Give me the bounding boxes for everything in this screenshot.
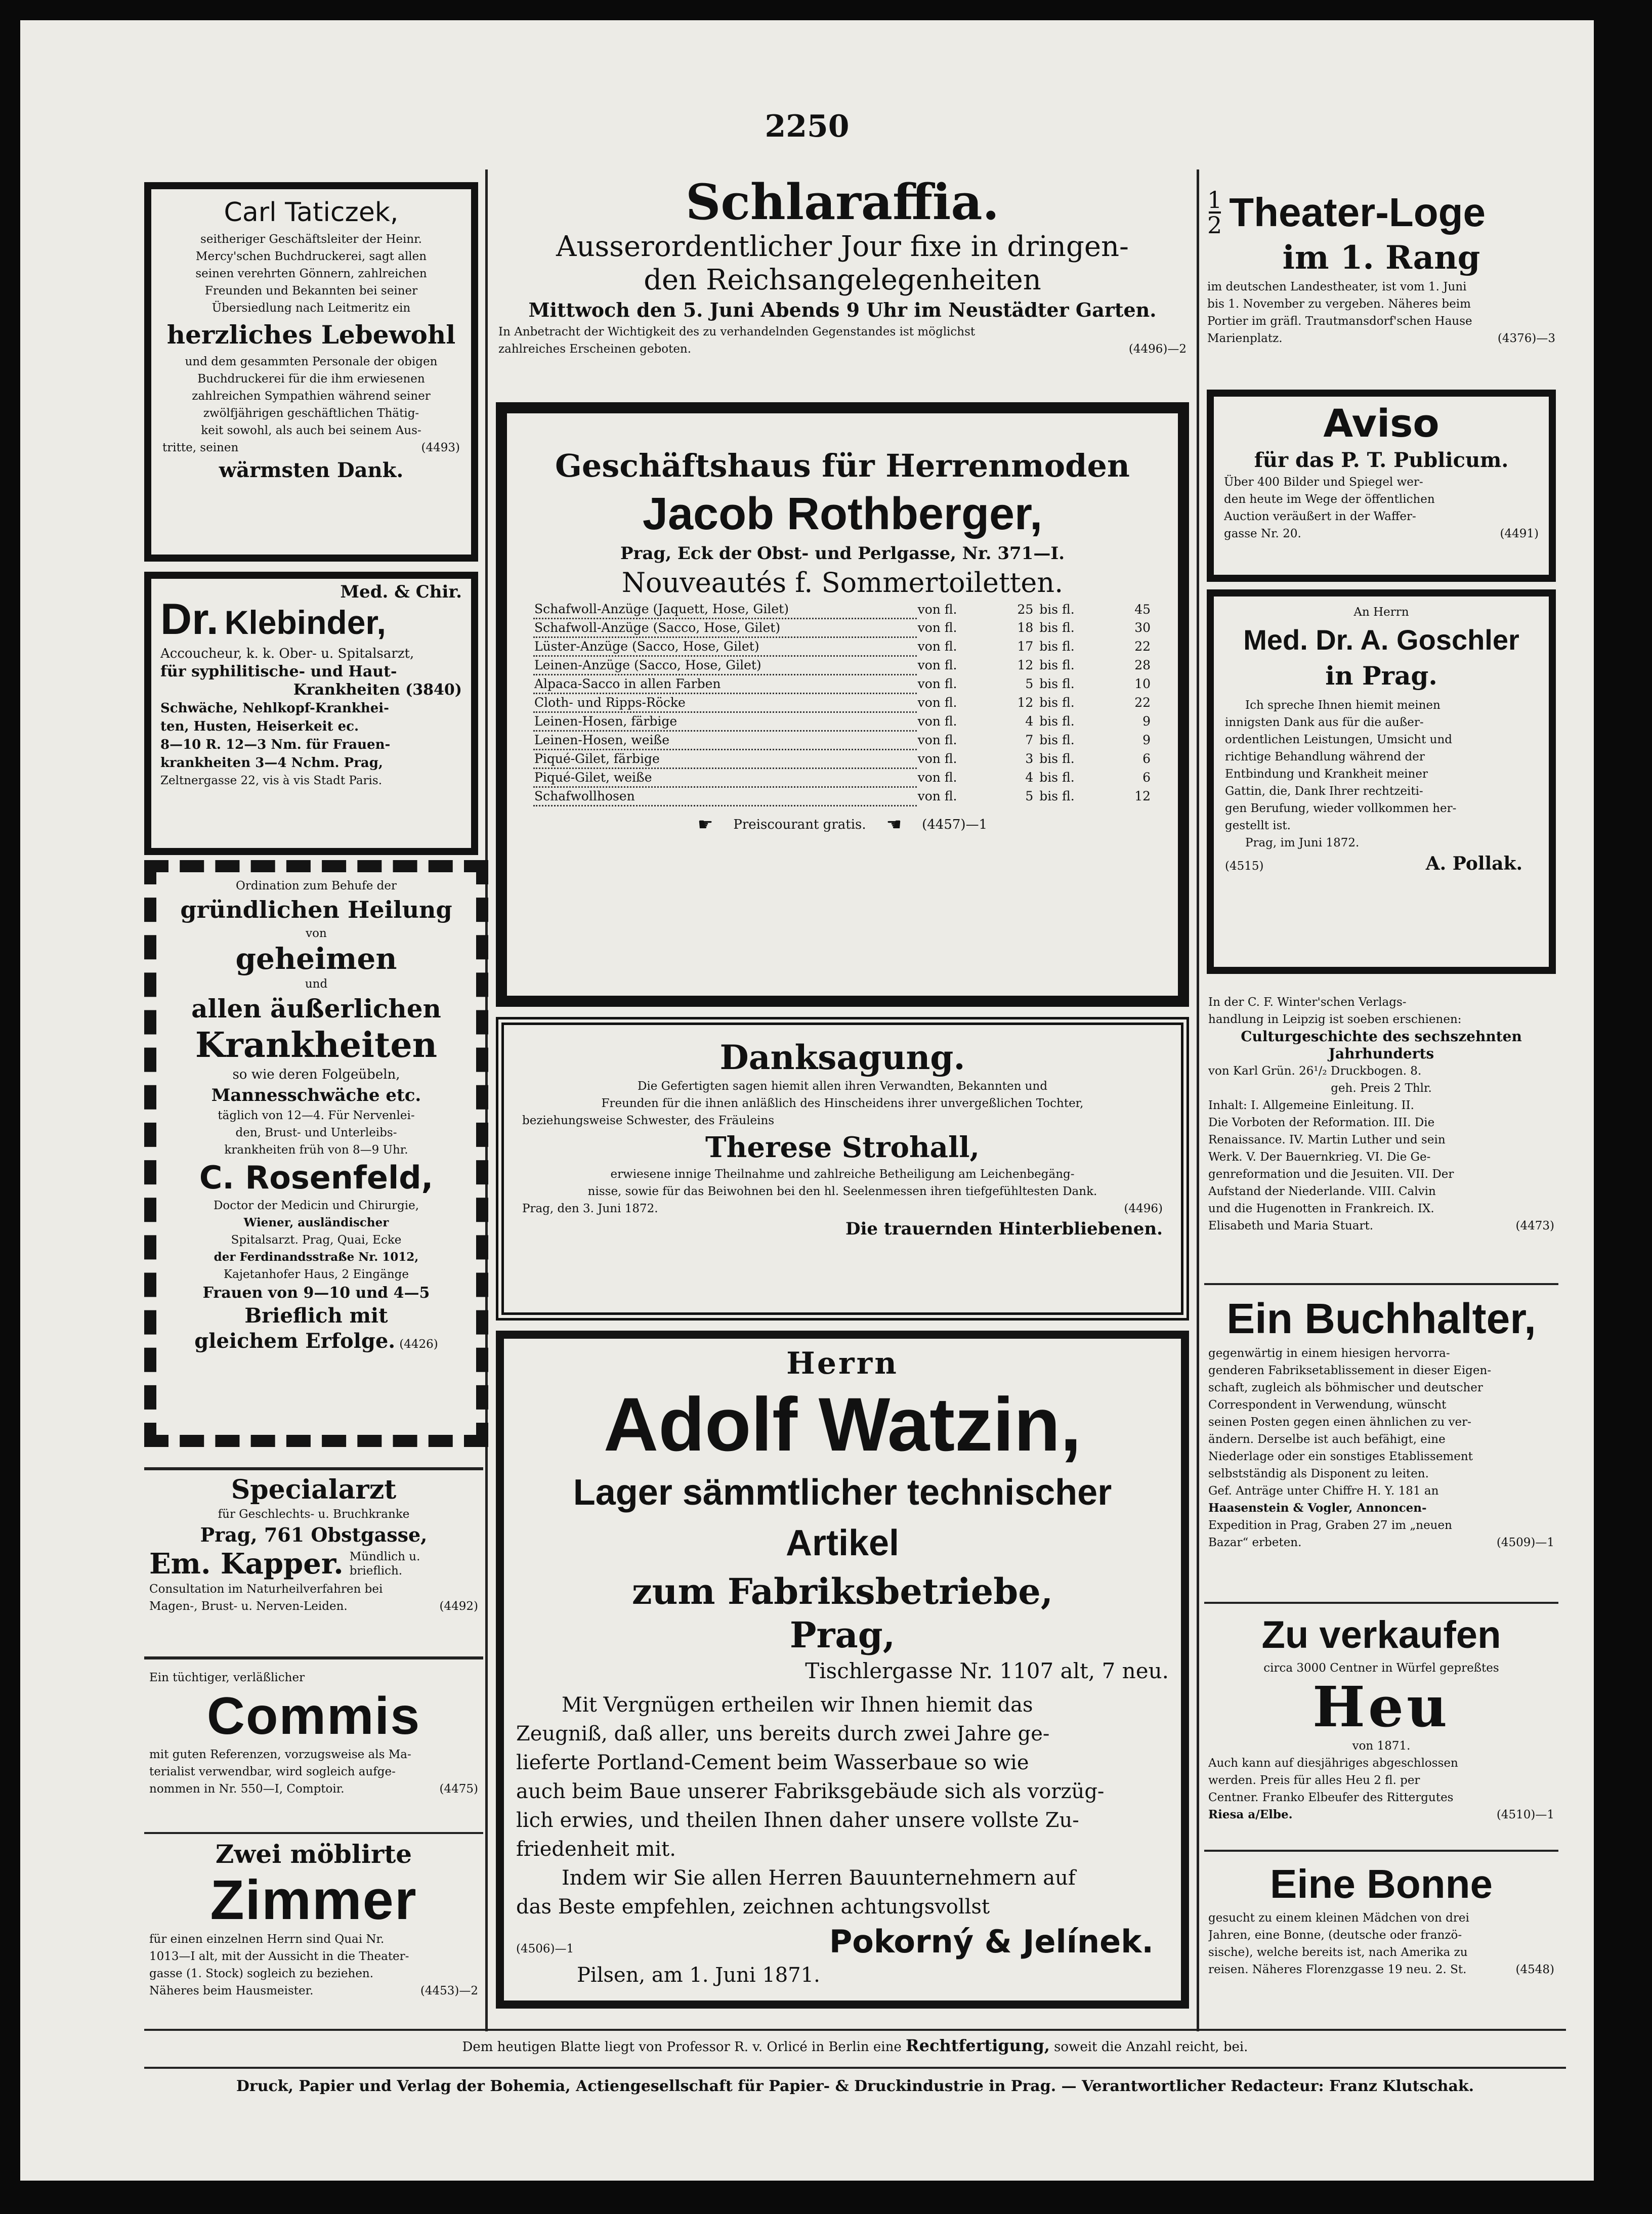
ad-number: (4376)—3	[1497, 332, 1555, 345]
ad-line: Magen-, Brust- u. Nerven-Leiden.	[149, 1600, 348, 1613]
ad-title: Jacob Rothberger,	[642, 489, 1043, 539]
ad-line: genderen Fabriksetablissement in dieser Eigen-	[1208, 1364, 1492, 1377]
price-item-name: Piqué-Gilet, färbige	[533, 750, 917, 769]
price-from-value: 4	[1025, 714, 1034, 729]
ad-line: den heute im Wege der öffentlichen	[1224, 493, 1435, 506]
ad-line: Med. & Chir.	[340, 582, 462, 602]
ad-klebinder	[144, 572, 478, 855]
price-to-label: bis fl.	[1039, 770, 1075, 785]
price-to-label: bis fl.	[1039, 602, 1075, 617]
ad-line: zwölfjährigen geschäftlichen Thätig-	[203, 407, 419, 420]
price-from-value: 25	[1017, 602, 1034, 617]
ad-line: Riesa a/Elbe.	[1208, 1808, 1293, 1821]
ad-line: zahlreichen Sympathien während seiner	[192, 390, 431, 403]
ad-title: Danksagung.	[719, 1038, 965, 1077]
ad-buchhalter	[1204, 1290, 1558, 1604]
ad-line: Wiener, ausländischer	[243, 1216, 389, 1229]
ad-title: Carl Taticzek,	[224, 197, 399, 228]
price-row	[533, 619, 1152, 637]
ad-line: Brieflich mit	[244, 1304, 388, 1328]
ad-line: Jahren, eine Bonne, (deutsche oder franzö-	[1208, 1929, 1462, 1942]
ad-number: (4475)	[439, 1782, 478, 1796]
ad-line: und dem gesammten Personale der obigen	[185, 355, 438, 368]
ad-line: Übersiedlung nach Leitmeritz ein	[211, 302, 411, 315]
price-item-name: Leinen-Hosen, färbige	[533, 712, 917, 731]
ad-headline: Krankheiten	[195, 1025, 438, 1066]
ad-line: Ich spreche Ihnen hiemit meinen	[1245, 699, 1441, 712]
price-from-label: von fl.	[917, 639, 957, 654]
ad-line: Spitalsarzt. Prag, Quai, Ecke	[231, 1233, 402, 1247]
price-from-label: von fl.	[917, 714, 957, 729]
ad-taticzek	[144, 182, 478, 562]
ad-city: Prag,	[789, 1614, 896, 1656]
ad-line: Inhalt: I. Allgemeine Einleitung. II.	[1208, 1099, 1414, 1112]
ad-line: genreformation und die Jesuiten. VII. Der	[1208, 1168, 1454, 1181]
footer-notice-bold: Rechtfertigung,	[906, 2036, 1050, 2055]
ad-line: von 1871.	[1352, 1739, 1411, 1753]
ad-line: Zeltnergasse 22, vis à vis Stadt Paris.	[160, 774, 383, 787]
ad-line: so wie deren Folgeübeln,	[232, 1067, 400, 1082]
ad-line: selbstständig als Disponent zu leiten.	[1208, 1467, 1429, 1480]
ad-line: circa 3000 Centner in Würfel gepreßtes	[1263, 1662, 1499, 1675]
ad-line: Näheres beim Hausmeister.	[149, 1984, 314, 1997]
ad-line: der Ferdinandsstraße Nr. 1012,	[214, 1250, 419, 1264]
price-item-name: Alpaca-Sacco in allen Farben	[533, 675, 917, 694]
ad-winter-book	[1204, 992, 1558, 1285]
ad-line: für einen einzelnen Herrn sind Quai Nr.	[149, 1933, 385, 1946]
ad-line: Portier im gräfl. Trautmansdorf'schen Hause	[1207, 315, 1472, 328]
price-from-value: 4	[1025, 770, 1034, 785]
ad-line: gesucht zu einem kleinen Mädchen von drei	[1208, 1911, 1469, 1925]
ad-watzin	[496, 1331, 1189, 2009]
ad-name: Em. Kapper.	[149, 1547, 344, 1581]
ad-signature: Pokorný & Jelínek.	[829, 1923, 1154, 1960]
ad-title: Zimmer	[210, 1869, 417, 1931]
ad-line: Zeugniß, daß aller, uns bereits durch zwei Jahre ge-	[516, 1722, 1050, 1745]
ad-number: (4515)	[1225, 860, 1264, 873]
ad-line: reisen. Näheres Florenzgasse 19 neu. 2. St.	[1208, 1963, 1467, 1976]
ad-line: Accoucheur, k. k. Ober- u. Spitalsarzt,	[160, 646, 414, 661]
ad-line: Freunden und Bekannten bei seiner	[204, 284, 418, 297]
price-row	[533, 675, 1152, 694]
ad-aviso	[1207, 390, 1556, 582]
ad-line: Schwäche, Nehlkopf-Krankhei-	[160, 701, 389, 716]
ad-headline: im 1. Rang	[1282, 239, 1480, 277]
ad-line: für syphilitische- und Haut-	[160, 663, 397, 680]
ad-line: Prag, Eck der Obst- und Perlgasse, Nr. 371—I.	[620, 543, 1065, 564]
ad-line: bis 1. November zu vergeben. Näheres beim	[1207, 297, 1471, 311]
ad-number: (4496)	[1124, 1202, 1163, 1215]
pointing-hand-icon: ☛	[697, 815, 713, 835]
ad-line: Die Gefertigten sagen hiemit allen ihren Verwandten, Bekannten und	[637, 1080, 1048, 1093]
price-to-label: bis fl.	[1039, 733, 1075, 747]
price-from-value: 5	[1025, 676, 1034, 691]
price-from-label: von fl.	[917, 676, 957, 691]
ad-line: Indem wir Sie allen Herren Bauunternehmern auf	[562, 1866, 1076, 1890]
ad-line: Ausserordentlicher Jour fixe in dringen-	[556, 230, 1129, 263]
ad-line: Centner. Franko Elbeufer des Rittergutes	[1208, 1791, 1454, 1804]
ad-line: Werk. V. Der Bauernkrieg. VI. Die Ge-	[1208, 1151, 1431, 1164]
ad-line: von Karl Grün. 26¹/₂ Druckbogen. 8.	[1208, 1065, 1422, 1078]
fraction-numerator: 1	[1207, 186, 1222, 214]
ad-number: (4493)	[421, 441, 460, 454]
column-rule-right	[1197, 169, 1199, 2031]
ad-heu	[1204, 1609, 1558, 1852]
ad-line: Consultation im Naturheilverfahren bei	[149, 1583, 383, 1596]
price-row	[533, 694, 1152, 712]
ad-headline: herzliches Lebewohl	[166, 320, 456, 350]
ad-address: Tischlergasse Nr. 1107 alt, 7 neu.	[805, 1658, 1169, 1683]
ad-line: Mündlich u.	[349, 1550, 420, 1563]
ad-line: lieferte Portland-Cement beim Wasserbaue so wie	[516, 1751, 1029, 1774]
price-from-label: von fl.	[917, 789, 957, 803]
ad-line: täglich von 12—4. Für Nervenlei-	[218, 1109, 415, 1122]
ad-title: Adolf Watzin,	[603, 1382, 1082, 1467]
ad-number: (4426)	[399, 1338, 438, 1351]
footer-notice-text: Dem heutigen Blatte liegt von Professor R. v. Orlicé in Berlin eine	[462, 2039, 902, 2055]
ad-line: Prag, 761 Obstgasse,	[200, 1523, 428, 1546]
ad-line: den Reichsangelegenheiten	[644, 264, 1041, 296]
ad-headline: für das P. T. Publicum.	[1254, 448, 1509, 472]
ad-headline: Heu	[1312, 1674, 1450, 1739]
ad-title: Specialarzt	[231, 1474, 397, 1505]
ad-line: Niederlage oder ein sonstiges Etablissement	[1208, 1450, 1473, 1463]
ad-line: schaft, zugleich als böhmischer und deutscher	[1208, 1381, 1483, 1394]
ad-headline: Lager sämmtlicher technischer Artikel	[573, 1472, 1112, 1563]
footer-rule	[144, 2067, 1566, 2069]
ad-line: Freunden für die ihnen anläßlich des Hinscheidens ihrer unvergeßlichen Tochter,	[601, 1097, 1084, 1110]
price-to-label: bis fl.	[1039, 695, 1075, 710]
ad-line: lich erwies, und theilen Ihnen daher unsere vollste Zu-	[516, 1809, 1079, 1832]
ad-line: und die Hugenotten in Frankreich. IX.	[1208, 1202, 1434, 1215]
ad-line: Expedition in Prag, Graben 27 im „neuen	[1208, 1519, 1452, 1532]
ad-line: 1013—I alt, mit der Aussicht in die Theater-	[149, 1950, 409, 1963]
ad-line: erwiesene innige Theilnahme und zahlreiche Betheiligung am Leichenbegäng-	[610, 1168, 1075, 1181]
ad-headline: Zwei möblirte	[215, 1839, 412, 1869]
ad-line: richtige Behandlung während der	[1225, 750, 1425, 763]
ad-name: Therese Strohall,	[705, 1131, 980, 1164]
ad-line: Haasenstein & Vogler, Annoncen-	[1208, 1501, 1427, 1515]
footer-rule	[144, 2029, 1566, 2031]
price-to-label: bis fl.	[1039, 714, 1075, 729]
ad-line: seitheriger Geschäftsleiter der Heinr.	[200, 233, 422, 246]
price-from-value: 5	[1025, 789, 1034, 803]
pointing-hand-icon: ☚	[886, 815, 902, 835]
ad-line: gestellt ist.	[1225, 819, 1291, 832]
ad-title: Med. Dr. A. Goschler	[1243, 624, 1519, 656]
ad-line: keit sowohl, als auch bei seinem Aus-	[201, 424, 421, 437]
ad-title: C. Rosenfeld,	[199, 1159, 434, 1196]
ad-commis	[144, 1667, 483, 1834]
ad-line: Über 400 Bilder und Spiegel wer-	[1224, 476, 1423, 489]
ad-line: Entbindung und Krankheit meiner	[1225, 768, 1428, 781]
ad-date: Prag, den 3. Juni 1872.	[522, 1202, 658, 1215]
footer-notice	[144, 2036, 1566, 2056]
ad-number: (4506)—1	[516, 1942, 574, 1955]
price-from-value: 3	[1025, 751, 1034, 766]
price-row	[533, 750, 1152, 769]
price-row	[533, 637, 1152, 656]
ad-line: nisse, sowie für das Beiwohnen bei den hl. Seelenmessen ihren tiefgefühltesten Dank.	[587, 1185, 1097, 1198]
ad-line: Herrn	[786, 1346, 899, 1381]
ad-line: Ordination zum Behufe der	[236, 879, 397, 892]
price-to-label: bis fl.	[1039, 676, 1075, 691]
price-to-value: 12	[1134, 789, 1151, 803]
ad-line: An Herrn	[1353, 606, 1409, 619]
ad-line: Preiscourant gratis.	[733, 817, 866, 832]
ad-line: Bazar“ erbeten.	[1208, 1536, 1302, 1549]
ad-line: Gattin, die, Dank Ihrer rechtzeiti-	[1225, 785, 1423, 798]
ad-line: ordentlichen Leistungen, Umsicht und	[1225, 733, 1453, 746]
ad-title: Ein Buchhalter,	[1226, 1295, 1536, 1342]
ad-line: im deutschen Landestheater, ist vom 1. Juni	[1207, 280, 1467, 293]
price-from-label: von fl.	[917, 770, 957, 785]
ad-title: Theater-Loge	[1229, 190, 1486, 235]
price-to-label: bis fl.	[1039, 751, 1075, 766]
ad-line: brieflich.	[349, 1564, 403, 1578]
ad-zimmer	[144, 1837, 483, 2024]
ad-line: Marienplatz.	[1207, 332, 1283, 345]
price-item-name: Schafwollhosen	[533, 787, 917, 806]
ad-line: Auction veräußert in der Waffer-	[1224, 510, 1416, 523]
ad-number: (4492)	[439, 1600, 478, 1613]
ad-headline: Nouveautés f. Sommertoiletten.	[621, 567, 1064, 599]
footer-notice-text: soweit die Anzahl reicht, bei.	[1054, 2039, 1248, 2055]
ad-line: terialist verwendbar, wird sogleich aufge-	[149, 1765, 396, 1778]
ad-line: Aufstand der Niederlande. VIII. Calvin	[1208, 1185, 1436, 1198]
ad-date: Pilsen, am 1. Juni 1871.	[577, 1964, 820, 1987]
price-from-value: 18	[1017, 620, 1034, 635]
ad-line: 8—10 R. 12—3 Nm. für Frauen-	[160, 737, 391, 752]
ad-line: Jahrhunderts	[1328, 1045, 1434, 1062]
price-from-label: von fl.	[917, 658, 957, 672]
fraction-half	[1207, 188, 1222, 237]
ad-line: Mercy'schen Buchdruckerei, sagt allen	[195, 250, 427, 263]
price-to-value: 6	[1142, 751, 1151, 766]
price-from-label: von fl.	[917, 602, 957, 617]
ad-number: (4453)—2	[420, 1984, 478, 1997]
ad-line: Ein tüchtiger, verläßlicher	[149, 1671, 305, 1684]
price-to-value: 30	[1134, 620, 1151, 635]
ad-danksagung	[496, 1017, 1189, 1321]
ad-line: seinen Posten gegen einen ähnlichen zu ver-	[1208, 1416, 1471, 1429]
price-item-name: Leinen-Hosen, weiße	[533, 731, 917, 750]
price-from-value: 7	[1025, 733, 1034, 747]
ad-line: seinen verehrten Gönnern, zahlreichen	[195, 267, 427, 280]
ad-date: Prag, im Juni 1872.	[1245, 836, 1360, 849]
fraction-denominator: 2	[1207, 211, 1222, 239]
newspaper-page	[20, 20, 1594, 2181]
ad-line: Mit Vergnügen ertheilen wir Ihnen hiemit das	[562, 1693, 1033, 1717]
ad-line: In der C. F. Winter'schen Verlags-	[1208, 996, 1407, 1009]
price-from-label: von fl.	[917, 733, 957, 747]
ad-line: krankheiten 3—4 Nchm. Prag,	[160, 755, 383, 771]
ad-title: Klebinder,	[224, 604, 386, 641]
ad-title: Aviso	[1323, 401, 1439, 446]
ad-rosenfeld	[144, 860, 488, 1447]
ad-line: das Beste empfehlen, zeichnen achtungsvollst	[516, 1895, 990, 1919]
ad-headline: gründlichen Heilung	[180, 896, 452, 923]
ad-line: den, Brust- und Unterleibs-	[235, 1126, 397, 1139]
ad-line: tritte, seinen	[162, 441, 239, 454]
price-item-name: Cloth- und Ripps-Röcke	[533, 694, 917, 712]
price-to-label: bis fl.	[1039, 620, 1075, 635]
price-row	[533, 712, 1152, 731]
ad-city: in Prag.	[1325, 661, 1437, 691]
ad-line: friedenheit mit.	[516, 1838, 676, 1861]
price-item-name: Piqué-Gilet, weiße	[533, 769, 917, 787]
ad-line: gen Berufung, wieder vollkommen her-	[1225, 802, 1457, 815]
ad-goschler	[1207, 589, 1556, 974]
price-to-value: 10	[1134, 676, 1151, 691]
ad-schlaraffia	[493, 175, 1192, 397]
price-item-name: Leinen-Anzüge (Sacco, Hose, Gilet)	[533, 656, 917, 675]
ad-line: für Geschlechts- u. Bruchkranke	[218, 1508, 410, 1521]
ad-line: auch beim Baue unserer Fabriksgebäude sich als vorzüg-	[516, 1780, 1105, 1803]
price-row	[533, 656, 1152, 675]
price-from-value: 12	[1017, 658, 1034, 672]
ad-line: Auch kann auf diesjähriges abgeschlossen	[1208, 1757, 1458, 1770]
ad-line: werden. Preis für alles Heu 2 fl. per	[1208, 1774, 1420, 1787]
price-to-value: 6	[1142, 770, 1151, 785]
ad-line: Frauen von 9—10 und 4—5	[202, 1284, 430, 1302]
ad-bonne	[1204, 1857, 1558, 2019]
page-number: 2250	[765, 109, 850, 144]
ad-line: gegenwärtig in einem hiesigen hervorra-	[1208, 1347, 1450, 1360]
ad-line: nommen in Nr. 550—I, Comptoir.	[149, 1782, 345, 1796]
ad-rothberger	[496, 402, 1189, 1007]
price-from-label: von fl.	[917, 751, 957, 766]
ad-line: ten, Husten, Heiserkeit ec.	[160, 719, 359, 734]
price-row	[533, 731, 1152, 750]
price-item-name: Schafwoll-Anzüge (Jaquett, Hose, Gilet)	[533, 601, 917, 619]
ad-line: krankheiten früh von 8—9 Uhr.	[224, 1143, 408, 1157]
ad-line: Culturgeschichte des sechszehnten	[1241, 1028, 1522, 1045]
footer-imprint: Druck, Papier und Verlag der Bohemia, Actiengesellschaft für Papier- & Druckindustrie in Prag. — Verantwortlicher Redacteur: Franz Klutschak.	[236, 2077, 1474, 2095]
ad-title: Schlaraffia.	[686, 174, 999, 231]
ad-closing: wärmsten Dank.	[219, 458, 404, 482]
price-from-value: 12	[1017, 695, 1034, 710]
ad-line: gasse (1. Stock) sogleich zu beziehen.	[149, 1967, 374, 1980]
ad-number: (4548)	[1515, 1963, 1554, 1976]
ad-title: Zu verkaufen	[1261, 1613, 1501, 1656]
ad-line: Mannesschwäche etc.	[211, 1085, 421, 1105]
ad-line: Correspondent in Verwendung, wünscht	[1208, 1398, 1447, 1412]
price-from-label: von fl.	[917, 695, 957, 710]
ad-number: (4510)—1	[1496, 1808, 1554, 1821]
ad-line: Kajetanhofer Haus, 2 Eingänge	[224, 1268, 409, 1281]
price-to-label: bis fl.	[1039, 789, 1075, 803]
ad-line: von	[306, 927, 327, 940]
ad-title-prefix: Dr.	[160, 595, 219, 644]
ad-number: (4496)—2	[1128, 343, 1187, 356]
ad-line: und	[305, 977, 328, 991]
ad-line: sische), welche bereits ist, nach Amerika zu	[1208, 1946, 1468, 1959]
ad-title: Eine Bonne	[1269, 1861, 1493, 1906]
ad-line: Krankheiten (3840)	[293, 681, 462, 699]
ad-kapper	[144, 1467, 483, 1659]
ad-signature: A. Pollak.	[1425, 853, 1522, 874]
ad-line: ändern. Derselbe ist auch befähigt, eine	[1208, 1433, 1446, 1446]
price-to-label: bis fl.	[1039, 658, 1075, 672]
price-row	[533, 769, 1152, 787]
price-item-name: Lüster-Anzüge (Sacco, Hose, Gilet)	[533, 637, 917, 656]
price-row	[533, 601, 1152, 619]
ad-line: gasse Nr. 20.	[1224, 527, 1301, 540]
ad-line: Geschäftshaus für Herrenmoden	[555, 447, 1130, 484]
price-to-value: 22	[1134, 695, 1151, 710]
price-from-value: 17	[1017, 639, 1034, 654]
ad-headline: allen äußerlichen	[191, 994, 441, 1024]
price-to-value: 45	[1134, 602, 1151, 617]
ad-number: (4457)—1	[922, 817, 988, 832]
ad-line: zahlreiches Erscheinen geboten.	[498, 343, 692, 356]
ad-line: In Anbetracht der Wichtigkeit des zu verhandelnden Gegenstandes ist möglichst	[498, 325, 976, 338]
ad-number: (4473)	[1515, 1219, 1554, 1232]
ad-signature: Die trauernden Hinterbliebenen.	[845, 1219, 1163, 1239]
price-to-value: 9	[1142, 733, 1151, 747]
ad-line: beziehungsweise Schwester, des Fräuleins	[522, 1114, 775, 1127]
ad-title: Commis	[206, 1687, 421, 1745]
ad-line: Buchdruckerei für die ihm erwiesenen	[197, 372, 425, 386]
ad-line: Die Vorboten der Reformation. III. Die	[1208, 1116, 1435, 1129]
price-to-value: 28	[1134, 658, 1151, 672]
ad-line: Gef. Anträge unter Chiffre H. Y. 181 an	[1208, 1484, 1439, 1498]
price-to-value: 9	[1142, 714, 1151, 729]
ad-line: Doctor der Medicin und Chirurgie,	[213, 1199, 419, 1212]
price-list	[533, 601, 1152, 806]
ad-line: Renaissance. IV. Martin Luther und sein	[1208, 1133, 1446, 1146]
price-from-label: von fl.	[917, 620, 957, 635]
ad-line: geh. Preis 2 Thlr.	[1331, 1082, 1432, 1095]
ad-number: (4509)—1	[1496, 1536, 1554, 1549]
price-row	[533, 787, 1152, 806]
price-to-label: bis fl.	[1039, 639, 1075, 654]
ad-line: handlung in Leipzig ist soeben erschienen:	[1208, 1013, 1462, 1026]
ad-theater-loge	[1204, 187, 1558, 390]
ad-line: innigsten Dank aus für die außer-	[1225, 716, 1424, 729]
ad-line: Elisabeth und Maria Stuart.	[1208, 1219, 1374, 1232]
ad-line: gleichem Erfolge.	[194, 1329, 396, 1353]
price-item-name: Schafwoll-Anzüge (Sacco, Hose, Gilet)	[533, 619, 917, 637]
price-to-value: 22	[1134, 639, 1151, 654]
ad-line: Mittwoch den 5. Juni Abends 9 Uhr im Neustädter Garten.	[528, 299, 1157, 321]
ad-headline: geheimen	[235, 942, 397, 976]
ad-line: mit guten Referenzen, vorzugsweise als Ma-	[149, 1748, 411, 1761]
ad-number: (4491)	[1500, 527, 1539, 540]
ad-headline: zum Fabriksbetriebe,	[631, 1570, 1053, 1612]
